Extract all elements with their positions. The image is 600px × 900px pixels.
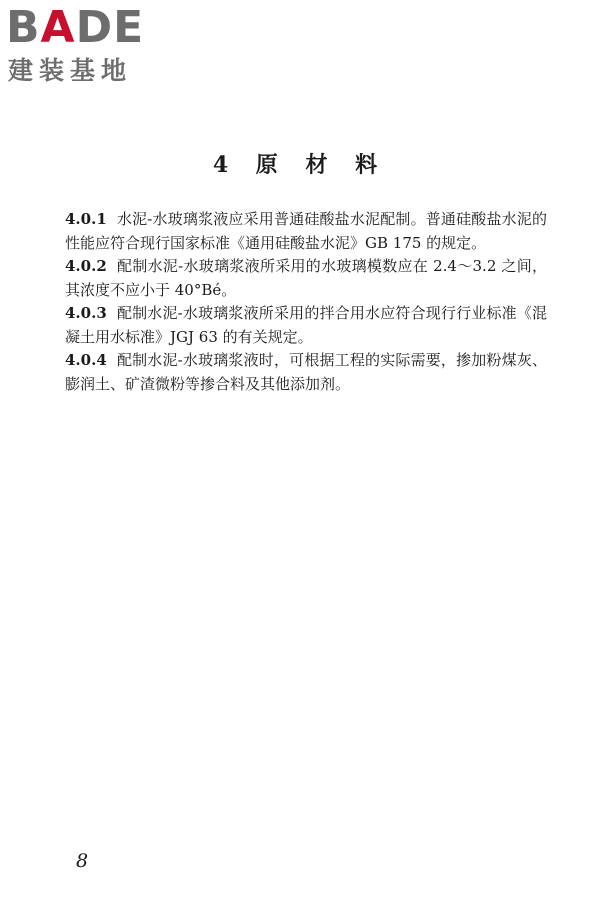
clause-text: 配制水泥-水玻璃浆液时，可根据工程的实际需要，掺加粉煤灰、膨润土、矿渣微粉等掺合料及其他添加剂。 — [65, 351, 547, 393]
watermark-accent-letter: A — [40, 2, 76, 53]
clause-text: 配制水泥-水玻璃浆液所采用的水玻璃模数应在 2.4～3.2 之间，其浓度不应小于 40°Bé。 — [65, 257, 547, 299]
clause-4-0-4 — [65, 349, 547, 396]
clause-number: 4.0.4 — [65, 351, 107, 369]
page-number: 8 — [76, 850, 89, 872]
clause-text: 水泥-水玻璃浆液应采用普通硅酸盐水泥配制。普通硅酸盐水泥的性能应符合现行国家标准《通用硅酸盐水泥》GB 175 的规定。 — [65, 210, 547, 252]
clause-number: 4.0.2 — [65, 257, 107, 275]
clause-4-0-1 — [65, 208, 547, 255]
watermark-latin-text: BADE — [6, 2, 145, 53]
clause-number: 4.0.1 — [65, 210, 107, 228]
clause-text: 配制水泥-水玻璃浆液所采用的拌合用水应符合现行行业标准《混凝土用水标准》JGJ 63 的有关规定。 — [65, 304, 547, 346]
clause-number: 4.0.3 — [65, 304, 107, 322]
clause-list — [65, 208, 547, 396]
chapter-title: 4 原 材 料 — [212, 152, 388, 178]
clause-4-0-2 — [65, 255, 547, 302]
watermark-logo — [6, 2, 176, 88]
clause-4-0-3 — [65, 302, 547, 349]
watermark-cjk-text: 建装基地 — [8, 56, 133, 85]
